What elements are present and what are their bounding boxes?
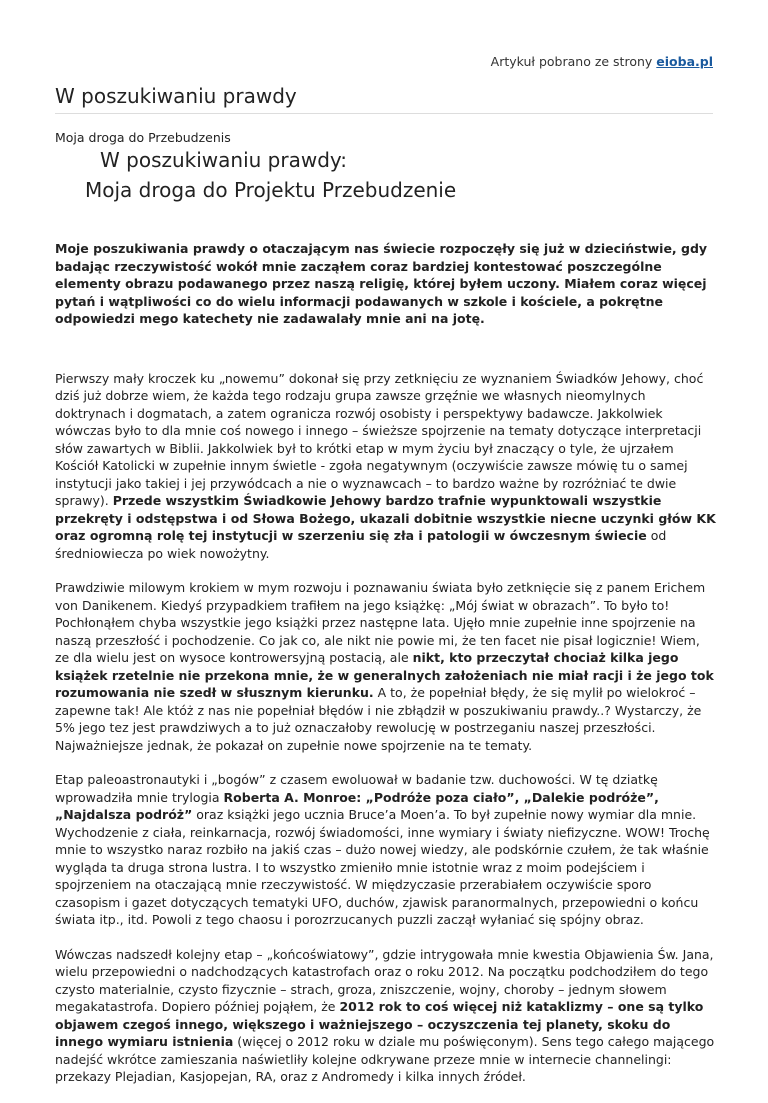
- p1-bold-1: Przede wszystkim Świadkowie Jehowy bardzo trafnie wypunktowali wszystkie przekręty i odstępstwa i od Słowa Bożego, ukazali dobitnie wszystkie niecne uczynki głów KK oraz ogromną rolę tej instytucji w szerzeniu się zła i patologii w ówczesnym świecie: [55, 493, 716, 543]
- p4-text-2: (więcej o 2012 roku w dziale mu poświęconym). Sens tego całego mającego nadejść wkrótce zamieszania naświetliły kolejne odkrywane przeze mnie w internecie channelingi: przekazy Plejadian, Kasjopejan, RA, oraz z Andromedy i kilka innych źródeł.: [55, 1034, 715, 1084]
- source-prefix: Artykuł pobrano ze strony: [490, 54, 653, 69]
- p2-text-2: A to, że popełniał błędy, że się mylił po wielokroć – zapewne tak! Ale któż z nas nie popełniał błędów i nie zbłądził w poszukiwaniu prawdy..? Wystarczy, że 5% jego tez jest prawdziwych a to już oznaczałoby rewolucję w postrzeganiu naszej przeszłości. Najważniejsze jednak, że pokazał on zupełnie nowe spojrzenie na te tematy.: [55, 685, 702, 753]
- lead-paragraph: Moje poszukiwania prawdy o otaczającym nas świecie rozpoczęły się już w dzieciństwie, gdy badając rzeczywistość wokół mnie zacząłem coraz bardziej kontestować poszczególne elementy obrazu podawanego przez naszą religię, której byłem uczony. Miałem coraz więcej pytań i wątpliwości co do wielu informacji podawanych w szkole i kościele, a pokrętne odpowiedzi mego katechety nie zadawalały mnie ani na jotę.: [55, 241, 708, 326]
- p4-bold-1: 2012 rok to coś więcej niż kataklizmy – one są tylko objawem czegoś innego, większego i ważniejszego – oczyszczenia tej planety, skoku do innego wymiaru istnienia: [55, 999, 704, 1049]
- article-subtitle-line1: W poszukiwaniu prawdy:: [100, 148, 348, 172]
- p3-bold-1: Roberta A. Monroe: „Podróże poza ciało”, „Dalekie podróże”, „Najdalsza podróż”: [55, 789, 659, 822]
- p1-text-1: Pierwszy mały kroczek ku „nowemu” dokonał się przy zetknięciu ze wyznaniem Świadków Jehowy, choć dziś już dobrze wiem, że każda tego rodzaju grupa zawsze grzęźnie we własnych nieomylnych doktrynach i dogmatach, a zatem ogranicza rozwój osobisty i perspektywy badawcze. Jakkolwiek wówczas było to dla mnie coś nowego i innego – świeższe spojrzenie na tematy dotyczące interpretacji słów zawartych w Biblii. Jakkolwiek był to krótki etap w mym życiu był znaczący o tyle, że ujrzałem Kościół Katolicki w zupełnie innym świetle - zgoła negatywnym (oczywiście zawsze mówię tu o samej instytucji jako takiej i jej przywódcach a nie o wyznawcach – to bardzo ważne by rozróżniać te dwie sprawy).: [55, 370, 704, 508]
- paragraph-3: [55, 771, 717, 929]
- source-attribution: [491, 54, 713, 69]
- source-link[interactable]: eioba.pl: [656, 54, 713, 69]
- article-category: Moja droga do Przebudzenis: [55, 130, 231, 145]
- p2-text-1: Prawdziwie milowym krokiem w mym rozwoju i poznawaniu świata było zetknięcie się z panem Erichem von Danikenem. Kiedyś przypadkiem trafiłem na jego książkę: „Mój świat w obrazach”. To było to! Pochłonąłem chyba wszystkie jego książki przez następne lata. Ujęło mnie zupełnie inne spojrzenie na naszą przeszłość i pochodzenie. Co jak co, ale nikt nie powie mi, że ten facet nie pisał logicznie! Wiem, ze dla wielu jest on wysoce kontrowersyjną postacią, ale: [55, 580, 706, 665]
- p1-text-2: od średniowiecza po wiek nowożytny.: [55, 528, 667, 561]
- page-title: W poszukiwaniu prawdy: [55, 84, 297, 108]
- p3-text-2: oraz książki jego ucznia Bruce’a Moen’a. To był zupełnie nowy wymiar dla mnie. Wychodzenie z ciała, reinkarnacja, rozwój świadomości, inne wymiary i światy niefizyczne. WOW! Trochę mnie to wszystko naraz rozbiło na jakiś czas – dużo nowej wiedzy, ale podskórnie czułem, że tak właśnie wygląda ta druga strona lustra. I to wszystko zmieniło mnie istotnie wraz z moim podejściem i spojrzeniem na otaczającą mnie rzeczywistość. W międzyczasie przerabiałem oczywiście sporo czasopism i gazet dotyczących tematyki UFO, duchów, zjawisk paranormalnych, przepowiedni o końcu świata itp., itd. Powoli z tego chaosu i porozrzucanych puzzli zaczął wyłaniać się spójny obraz.: [55, 807, 710, 927]
- p3-text-1: Etap paleoastronautyki i „bogów” z czasem ewoluował w badanie tzw. duchowości. W tę dziatkę wprowadziła mnie trylogia: [55, 772, 658, 805]
- p2-bold-1: nikt, kto przeczytał chociaż kilka jego książek rzetelnie nie przekona mnie, że w generalnych założeniach nie miał racji i że jego tok rozumowania nie szedł w słusznym kierunku.: [55, 650, 714, 700]
- paragraph-2: [55, 579, 717, 754]
- article-body: [55, 240, 717, 1103]
- article-subtitle-line2: Moja droga do Projektu Przebudzenie: [85, 178, 457, 202]
- p4-text-1: Wówczas nadszedł kolejny etap – „końcoświatowy”, gdzie intrygowała mnie kwestia Objawienia Św. Jana, wielu przepowiedni o nadchodzących katastrofach oraz o roku 2012. Na początku podchodziłem do tego czysto materialnie, czysto fizycznie – strach, groza, zniszczenie, wojny, choroby – jednym słowem megakatastrofa. Dopiero później pojąłem, że: [55, 946, 714, 1014]
- paragraph-4: [55, 946, 717, 1086]
- title-divider: [55, 113, 713, 114]
- paragraph-1: [55, 370, 717, 563]
